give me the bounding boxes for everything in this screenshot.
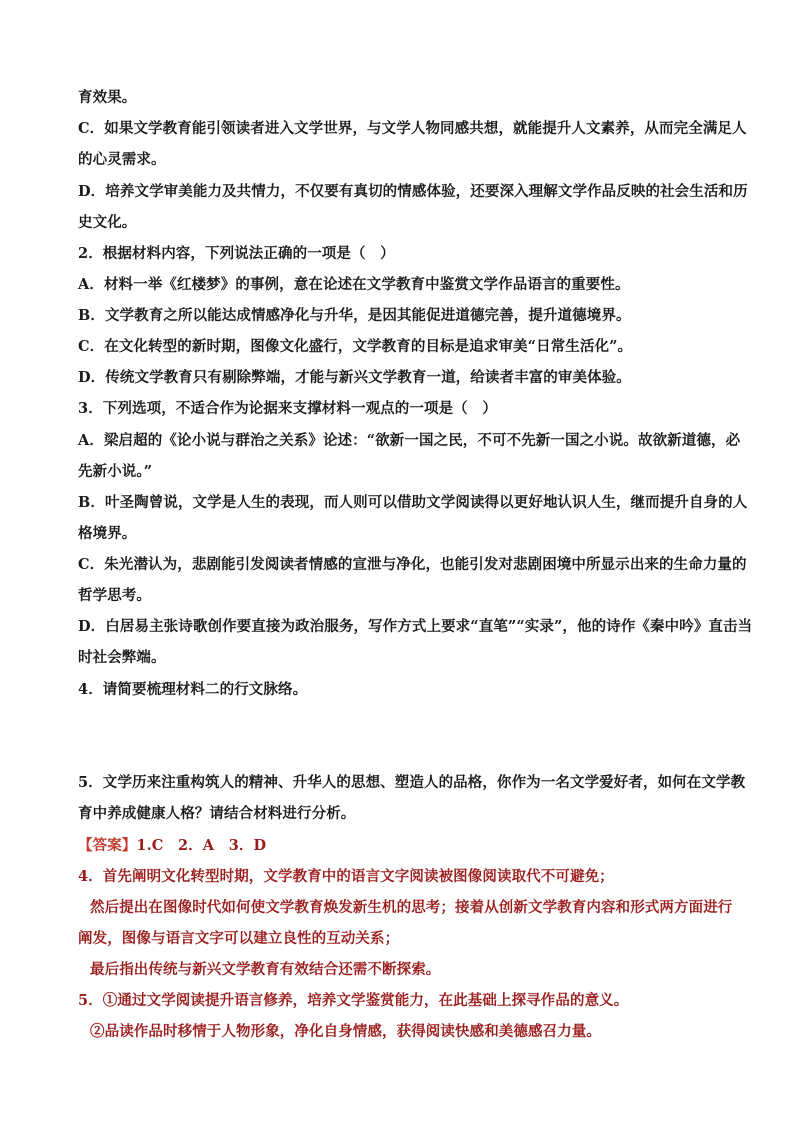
answer-5-line: 5．①通过文学阅读提升语言修养，培养文学鉴赏能力，在此基础上探寻作品的意义。 — [78, 992, 629, 1009]
q3-option-d: D．白居易主张诗歌创作要直接为政治服务，写作方式上要求“直笔”“实录”，他的诗作《秦中吟》直击当 — [78, 618, 753, 635]
q2-option-c: C．在文化转型的新时期，图像文化盛行，文学教育的目标是追求审美“日常生活化”。 — [78, 338, 633, 355]
q3-option-b: B．叶圣陶曾说，文学是人生的表现，而人则可以借助文学阅读得以更好地认识人生，继而提升自身的人 — [78, 494, 748, 511]
text-line: 格境界。 — [78, 525, 137, 542]
text-line: 时社会弊端。 — [78, 649, 166, 666]
text-line: 育效果。 — [78, 89, 137, 106]
question-2: 2．根据材料内容，下列说法正确的一项是（ ） — [78, 245, 395, 262]
text-line: 史文化。 — [78, 214, 137, 231]
answer-4-line: 阐发，图像与语言文字可以建立良性的互动关系； — [78, 930, 400, 947]
q2-option-a: A．材料一举《红楼梦》的事例，意在论述在文学教育中鉴赏文学作品语言的重要性。 — [78, 276, 630, 293]
answer-4-line: 最后指出传统与新兴文学教育有效结合还需不断探索。 — [90, 961, 441, 978]
question-4: 4．请简要梳理材料二的行文脉络。 — [78, 681, 308, 698]
q2-option-d: D．传统文学教育只有剔除弊端，才能与新兴文学教育一道，给读者丰富的审美体验。 — [78, 369, 631, 386]
q3-option-a: A．梁启超的《论小说与群治之关系》论述：“欲新一国之民，不可不先新一国之小说。故欲新道德，必 — [78, 432, 741, 449]
text-line: 哲学思考。 — [78, 587, 151, 604]
text-line: 育中养成健康人格？请结合材料进行分析。 — [78, 805, 356, 822]
answer-label: 【答案】 — [78, 837, 137, 854]
text-line: 的心灵需求。 — [78, 151, 166, 168]
answer-4-line: 然后提出在图像时代如何使文学教育焕发新生机的思考；接着从创新文学教育内容和形式两方面进行 — [90, 899, 733, 916]
question-5: 5．文学历来注重构筑人的精神、升华人的思想、塑造人的品格，你作为一名文学爱好者，如何在文学教 — [78, 774, 746, 791]
answer-choices: 1.C 2．A 3．D — [136, 837, 267, 854]
answer-5-line: ②品读作品时移情于人物形象，净化自身情感，获得阅读快感和美德感召力量。 — [90, 1023, 601, 1040]
question-3: 3．下列选项，不适合作为论据来支撑材料一观点的一项是（ ） — [78, 400, 497, 417]
answer-header — [78, 834, 266, 855]
option-d-line: D．培养文学审美能力及共情力，不仅要有真切的情感体验，还要深入理解文学作品反映的社会生活和历 — [78, 183, 748, 200]
answer-4-line: 4．首先阐明文化转型时期，文学教育中的语言文字阅读被图像阅读取代不可避免； — [78, 868, 614, 885]
q2-option-b: B．文学教育之所以能达成情感净化与升华，是因其能促进道德完善，提升道德境界。 — [78, 307, 631, 324]
option-c-line: C．如果文学教育能引领读者进入文学世界，与文学人物同感共想，就能提升人文素养，从而完全满足人 — [78, 120, 747, 137]
text-line: 先新小说。” — [78, 463, 153, 480]
q3-option-c: C．朱光潜认为，悲剧能引发阅读者情感的宣泄与净化，也能引发对悲剧困境中所显示出来的生命力量的 — [78, 556, 747, 573]
